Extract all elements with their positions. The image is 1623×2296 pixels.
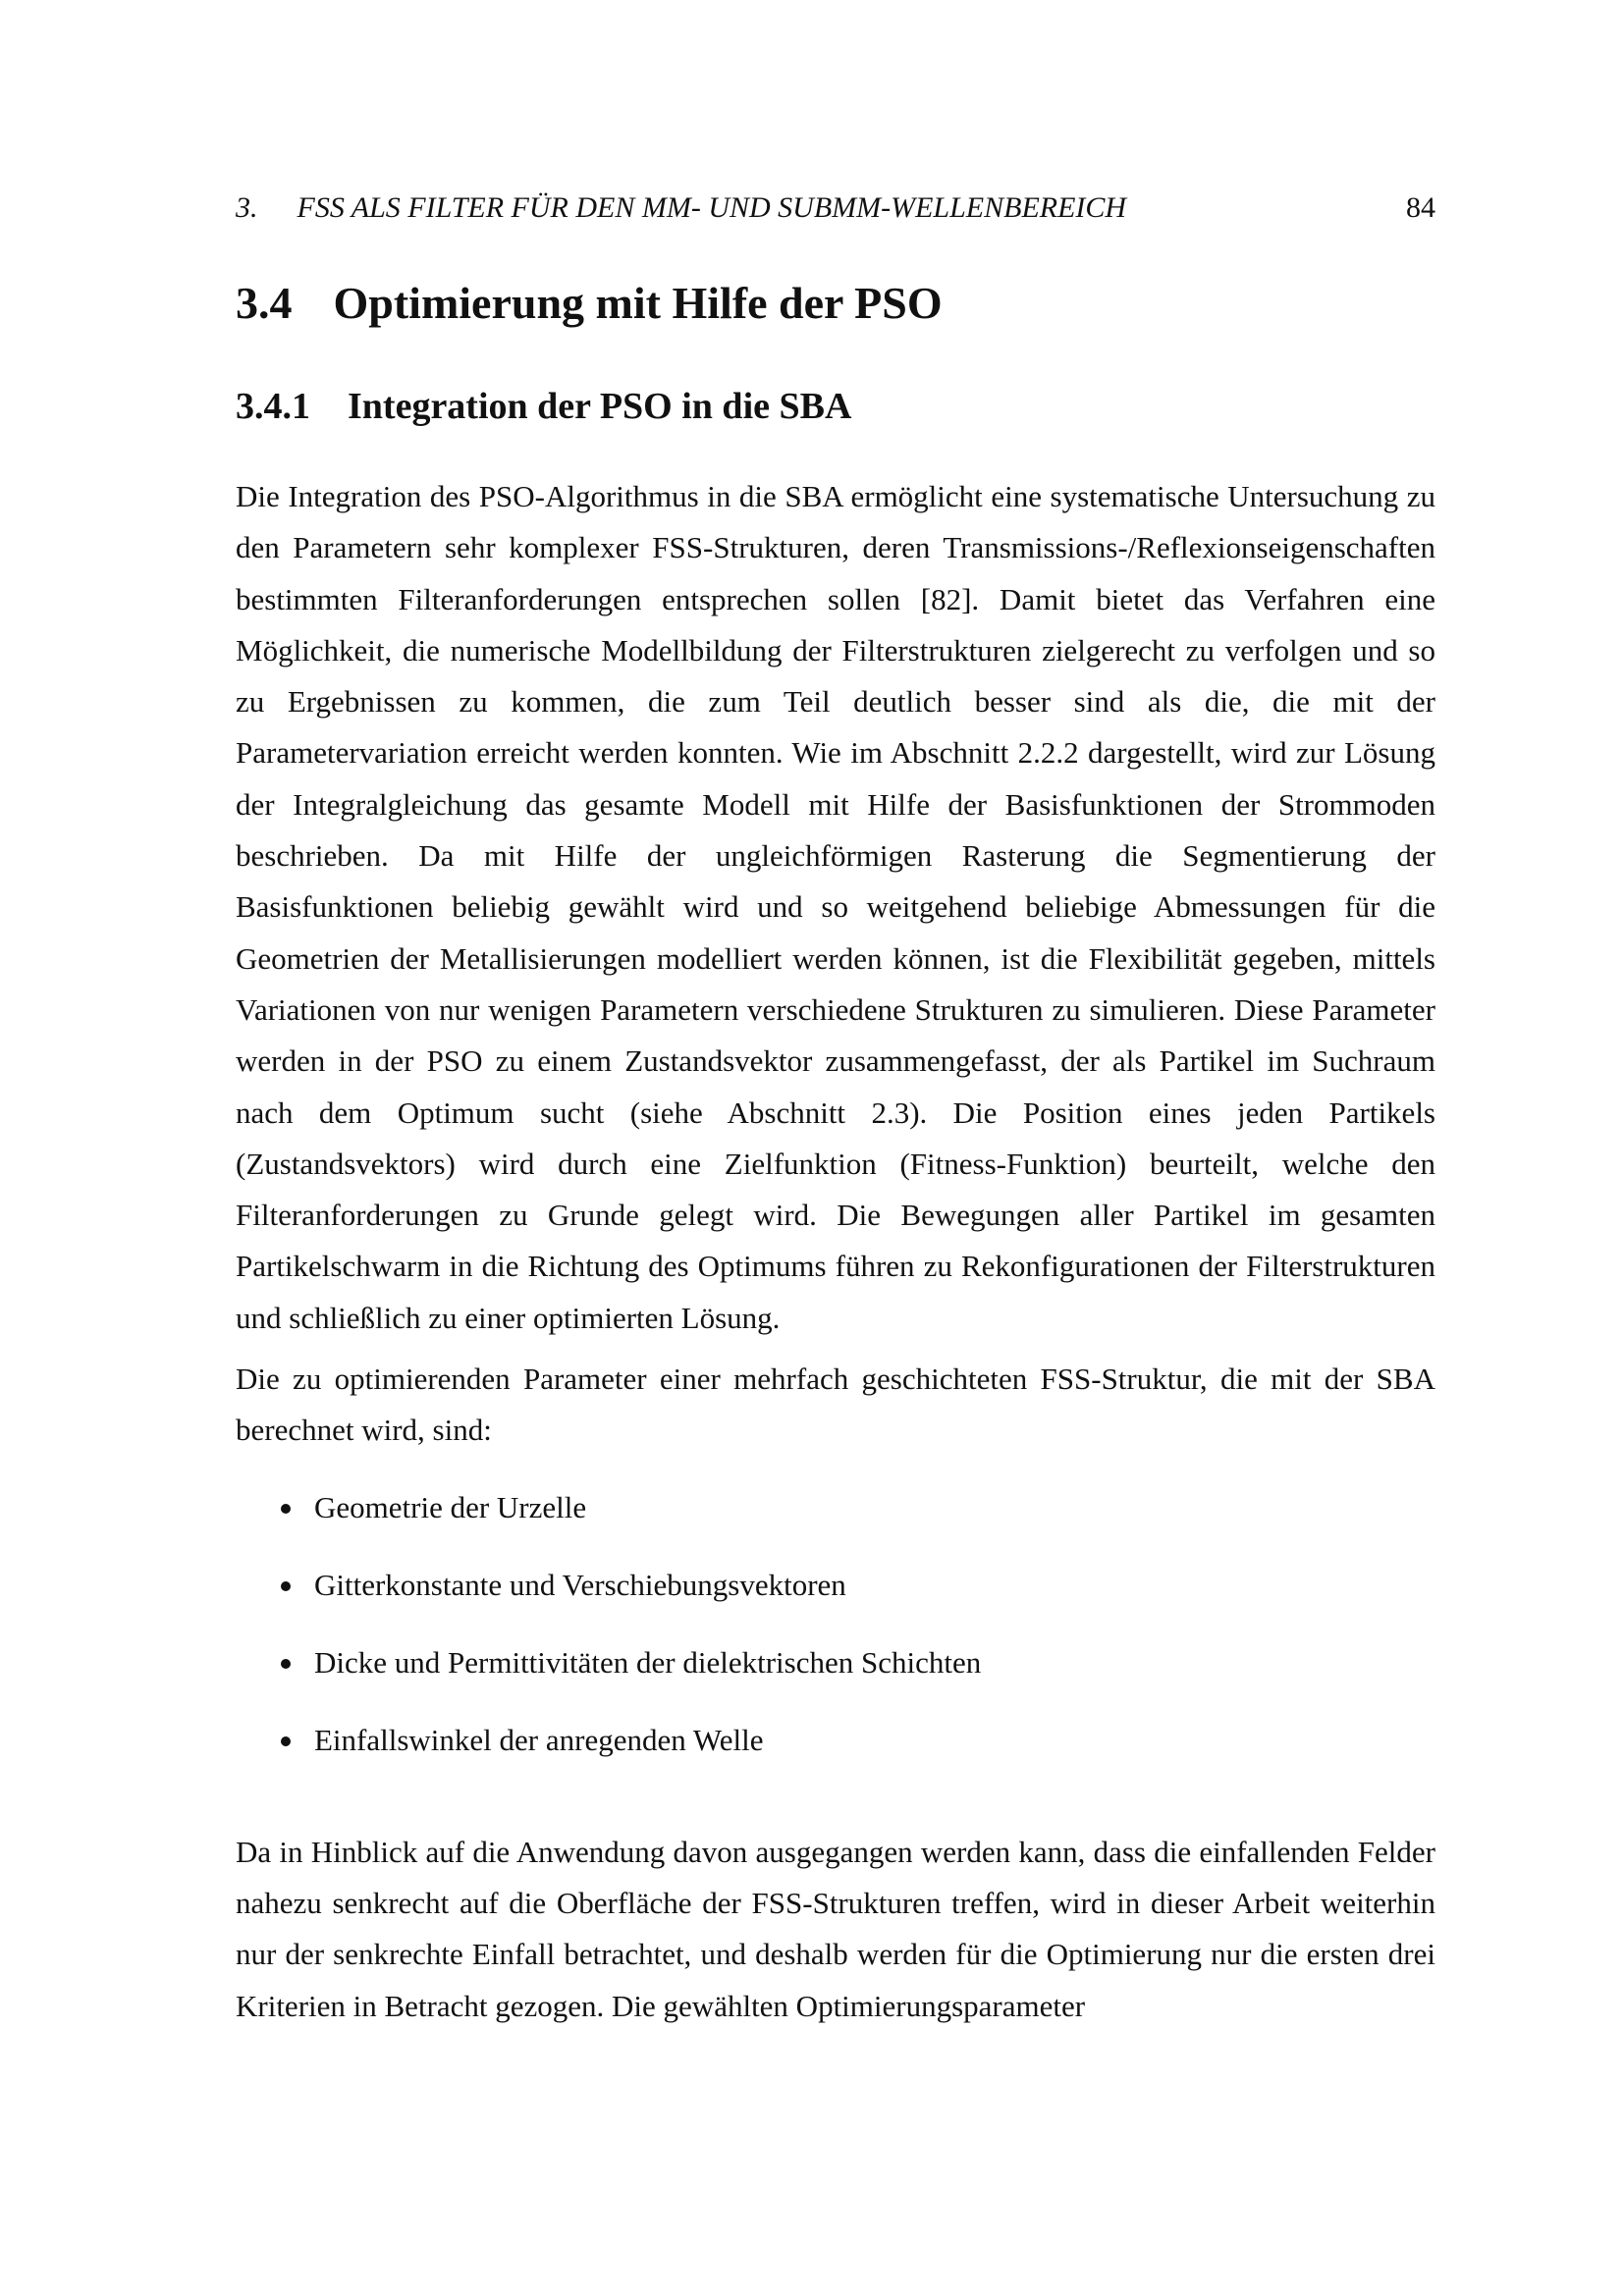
list-item-text: Gitterkonstante und Verschiebungsvektoren xyxy=(314,1567,846,1602)
page-number: 84 xyxy=(1406,191,1435,224)
body-paragraph-3: Da in Hinblick auf die Anwendung davon ausgegangen werden kann, dass die einfallenden Felder nahezu senkrecht auf die Oberfläche der FSS-Strukturen treffen, wird in dieser Arbeit weiterhin nur der senkrechte Einfall betrachtet, und deshalb werden für die Optimierung nur die ersten drei Kriterien in Betracht gezogen. Die gewählten Optimierungsparameter xyxy=(236,1834,1435,2023)
section-number: 3.4 xyxy=(236,278,293,328)
bullet-icon xyxy=(281,1643,314,1682)
subsection-heading xyxy=(236,382,1435,431)
chapter-number: 3. xyxy=(236,191,258,224)
list-item xyxy=(281,1721,1435,1798)
body-paragraph-1: Die Integration des PSO-Algorithmus in die SBA ermöglicht eine systematische Untersuchung zu den Parametern sehr komplexer FSS-Strukturen, deren Transmissions-/Reflexionseigenschaften bestimmten Filteranforderungen entsprechen sollen [82]. Damit bietet das Verfahren eine Möglichkeit, die numerische Modellbildung der Filterstrukturen zielgerecht zu verfolgen und so zu Ergebnissen zu kommen, die zum Teil deutlich besser sind als die, die mit der Parametervariation erreicht werden konnten. Wie im Abschnitt 2.2.2 dargestellt, wird zur Lösung der Integralgleichung das gesamte Modell mit Hilfe der Basisfunktionen der Strommoden beschrieben. Da mit Hilfe der ungleichförmigen Rasterung die Segmentierung der Basisfunktionen beliebig gewählt wird und so weitgehend beliebige Abmessungen für die Geometrien der Metallisierungen modelliert werden können, ist die Flexibilität gegeben, mittels Variationen von nur wenigen Parametern verschiedene Strukturen zu simulieren. Diese Parameter werden in der PSO zu einem Zustandsvektor zusammengefasst, der als Partikel im Suchraum nach dem Optimum sucht (siehe Abschnitt 2.3). Die Position eines jeden Partikels (Zustandsvektors) wird durch eine Zielfunktion (Fitness-Funktion) beurteilt, welche den Filteranforderungen zu Grunde gelegt wird. Die Bewegungen aller Partikel im gesamten Partikelschwarm in die Richtung des Optimums führen zu Rekonfigurationen der Filterstrukturen und schließlich zu einer optimierten Lösung. xyxy=(236,479,1435,1335)
list-item xyxy=(281,1643,1435,1721)
bullet-icon xyxy=(281,1721,314,1760)
list-item xyxy=(281,1488,1435,1566)
body-paragraph-2: Die zu optimierenden Parameter einer mehrfach geschichteten FSS-Struktur, die mit der SBA berechnet wird, sind: xyxy=(236,1362,1435,1448)
document-page xyxy=(236,187,1435,2032)
subsection-number: 3.4.1 xyxy=(236,386,310,427)
list-item-text: Einfallswinkel der anregenden Welle xyxy=(314,1722,764,1757)
bullet-icon xyxy=(281,1566,314,1605)
section-title: Optimierung mit Hilfe der PSO xyxy=(333,278,943,328)
running-header-chapter xyxy=(236,187,1126,230)
running-header xyxy=(236,187,1435,230)
section-heading xyxy=(236,274,1435,333)
bullet-icon xyxy=(281,1488,314,1527)
list-item-text: Dicke und Permittivitäten der dielektrischen Schichten xyxy=(314,1644,982,1680)
chapter-title: FSS ALS FILTER FÜR DEN MM- UND SUBMM-WELLENBEREICH xyxy=(297,191,1127,224)
criteria-list xyxy=(236,1488,1435,1798)
list-item-text: Geometrie der Urzelle xyxy=(314,1489,587,1524)
list-item xyxy=(281,1566,1435,1643)
subsection-title: Integration der PSO in die SBA xyxy=(348,386,852,427)
